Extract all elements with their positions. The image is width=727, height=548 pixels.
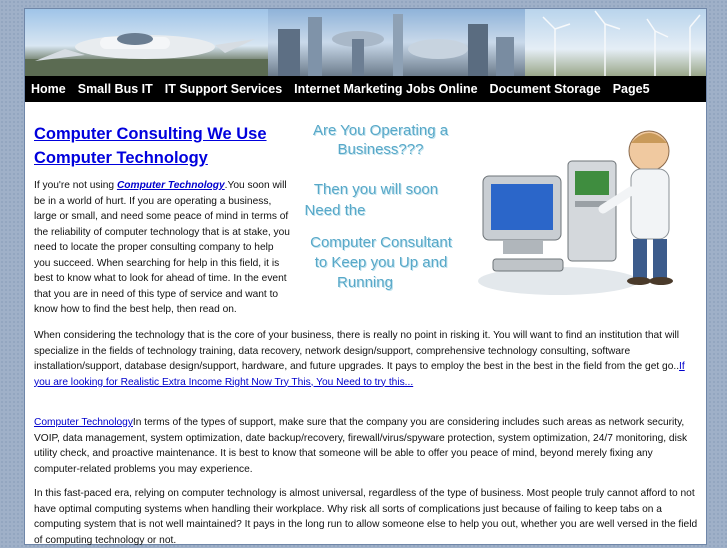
main-navigation bbox=[25, 76, 706, 102]
ad-text-line6: to Keep you Up and bbox=[314, 254, 448, 271]
consultant-advert bbox=[293, 121, 701, 301]
banner-image-wind-turbines bbox=[525, 9, 706, 76]
ad-text-line3: Then you will soon bbox=[313, 181, 439, 198]
ad-text-line5: Computer Consultant bbox=[310, 234, 452, 251]
ad-text-line1: Are You Operating a bbox=[312, 122, 449, 139]
header-banner bbox=[25, 9, 706, 76]
flying-car-illustration bbox=[25, 9, 268, 76]
paragraph-technology-core-text: When considering the technology that is the core of your business, there is really no point in risking it. You will want to find an institution that will specialize in the fields of technology training, data recovery, network design/support, comprehensive technology consulting, software installation/support, database design/support, hardware, and future upgrades. It pays to employ the best in the best in the field from the get go.. bbox=[34, 330, 680, 372]
computer-technology-link-2[interactable]: Computer Technology bbox=[34, 417, 133, 428]
paragraph-technology-core bbox=[34, 328, 698, 390]
nav-link-internet-marketing-jobs[interactable]: Internet Marketing Jobs Online bbox=[294, 82, 478, 96]
futuristic-city-illustration bbox=[268, 9, 525, 76]
nav-link-home[interactable]: Home bbox=[31, 82, 66, 96]
page-container bbox=[24, 8, 707, 545]
wind-turbines-illustration bbox=[525, 9, 706, 76]
article-title[interactable]: Computer Consulting We Use Computer Technology bbox=[34, 125, 267, 167]
intro-lead-text: If you're not using bbox=[34, 180, 117, 191]
nav-link-small-bus-it[interactable]: Small Bus IT bbox=[77, 82, 153, 96]
computer-technician-illustration bbox=[463, 121, 699, 299]
ad-text-line4: Need the bbox=[304, 202, 366, 219]
banner-image-flying-car bbox=[25, 9, 268, 76]
nav-link-page5[interactable]: Page5 bbox=[612, 82, 650, 96]
intro-paragraph bbox=[34, 178, 292, 318]
paragraph-fast-paced-era-text: In this fast-paced era, relying on computer technology is almost universal, regardless of the type of business. Most people truly cannot afford to not have optimal computing systems when handling their workplace. Why risk all sorts of complications just because of failing to keep tabs on a computing system that is not well maintained? It pays in the long run to allow someone else to help you out, whether you are well versed in the field of computing technology or not. bbox=[34, 488, 698, 546]
extra-income-link[interactable]: If you are looking for Realistic Extra Income Right Now Try This, You Need to try this... bbox=[34, 361, 685, 388]
paragraph-fast-paced-era bbox=[34, 486, 698, 548]
paragraph-support-types bbox=[34, 415, 698, 477]
ad-text-line7: Running bbox=[337, 274, 393, 291]
main-content bbox=[25, 102, 706, 546]
intro-body-text: .You soon will be in a world of hurt. If you are operating a business, large or small, and need some peace of mind in terms of the reliability of computer technology that is at stake, you need to locate the proper consulting company to help you succeed. When searching for help in this field, it is best to know what to look for ahead of time. In the event that you are in need of this type of service and want to know how to find the best help, then read on. bbox=[34, 180, 290, 315]
ad-text-line2: Business??? bbox=[337, 141, 424, 158]
nav-link-document-storage[interactable]: Document Storage bbox=[489, 82, 601, 96]
paragraph-support-types-text: In terms of the types of support, make sure that the company you are considering includes such areas as network security, VOIP, data management, system optimization, date backup/recovery, firewall/virus/spyware protection, system optimization, 24/7 monitoring, disk utility check, and proactive maintenance. It is best to know that someone will be able to offer you peace of mind, beyond merely fixing any computer-related problems you may experience. bbox=[34, 417, 688, 475]
computer-technology-link[interactable]: Computer Technology bbox=[116, 180, 225, 191]
nav-link-it-support-services[interactable]: IT Support Services bbox=[164, 82, 283, 96]
banner-image-futuristic-city bbox=[268, 9, 525, 76]
